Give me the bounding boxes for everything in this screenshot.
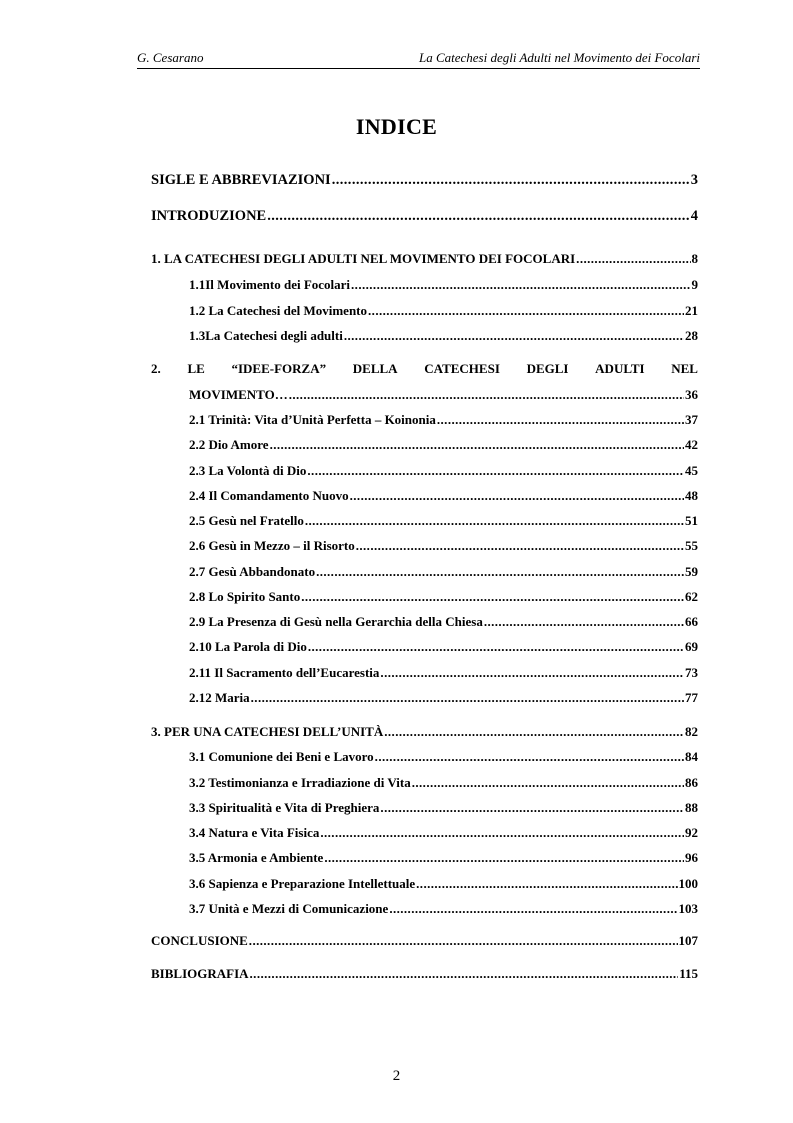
running-header — [137, 46, 700, 69]
page-title: INDICE — [355, 114, 438, 139]
toc-entry-2-2[interactable] — [189, 435, 698, 455]
leader-dots — [356, 536, 684, 556]
toc-entry-label: 3.4 Natura e Vita Fisica — [189, 825, 320, 840]
toc-entry-label: BIBLIOGRAFIA — [151, 966, 249, 981]
toc-entry-label: 3.3 Spiritualità e Vita di Preghiera — [189, 800, 380, 815]
toc-entry-3-5[interactable] — [189, 848, 698, 868]
leader-dots — [484, 612, 684, 632]
header-work-title: La Catechesi degli Adulti nel Movimento dei Focolari — [418, 50, 700, 65]
chapter-2-word: ADULTI — [595, 361, 645, 376]
toc-entry-label: 3.5 Armonia e Ambiente — [189, 850, 324, 865]
toc-entry-bibliografia[interactable] — [151, 964, 698, 984]
leader-dots — [384, 722, 684, 742]
toc-entry-page: 86 — [685, 775, 698, 790]
leader-dots — [576, 249, 690, 269]
toc-entry-label: CONCLUSIONE — [151, 933, 248, 948]
toc-entry-label: 2.6 Gesù in Mezzo – il Risorto — [189, 538, 355, 553]
header-author: G. Cesarano — [137, 50, 204, 65]
toc-entry-2-6[interactable] — [189, 536, 698, 556]
toc-entry-label: MOVIMENTO… — [189, 387, 288, 402]
leader-dots — [389, 899, 677, 919]
toc-entry-page: 4 — [690, 208, 698, 224]
toc-entry-label: 2.9 La Presenza di Gesù nella Gerarchia della Chiesa — [189, 614, 483, 629]
toc-entry-page: 21 — [685, 303, 698, 318]
toc-entry-page: 45 — [685, 463, 698, 478]
toc-entry-2-4[interactable] — [189, 486, 698, 506]
toc-entry-2-7[interactable] — [189, 562, 698, 582]
toc-entry-page: 48 — [685, 488, 698, 503]
leader-dots — [368, 301, 684, 321]
chapter-2-word: DELLA — [352, 361, 398, 376]
toc-entry-2-9[interactable] — [189, 612, 698, 632]
toc-entry-page: 59 — [685, 564, 698, 579]
toc-chapter-1[interactable] — [151, 249, 698, 269]
chapter-2-word: CATECHESI — [424, 361, 500, 376]
toc-entry-page: 96 — [685, 850, 698, 865]
toc-entry-introduzione[interactable] — [151, 206, 698, 226]
toc-entry-label: 3.1 Comunione dei Beni e Lavoro — [189, 749, 374, 764]
toc-entry-page: 88 — [685, 800, 698, 815]
toc-entry-page: 51 — [685, 513, 698, 528]
toc-entry-3-3[interactable] — [189, 798, 698, 818]
toc-entry-label: 2.10 La Parola di Dio — [189, 639, 307, 654]
toc-entry-2-8[interactable] — [189, 587, 698, 607]
leader-dots — [267, 206, 690, 226]
toc-entry-label: 2.2 Dio Amore — [189, 437, 269, 452]
leader-dots — [437, 410, 684, 430]
toc-entry-3-2[interactable] — [189, 773, 698, 793]
toc-entry-1-3[interactable] — [189, 326, 698, 346]
toc-entry-1-2[interactable] — [189, 301, 698, 321]
toc-entry-2-5[interactable] — [189, 511, 698, 531]
leader-dots — [351, 275, 690, 295]
leader-dots — [270, 435, 684, 455]
toc-entry-sigle[interactable] — [151, 170, 698, 190]
toc-entry-page: 100 — [678, 876, 698, 891]
leader-dots — [307, 461, 684, 481]
toc-entry-label: 1. LA CATECHESI DEGLI ADULTI NEL MOVIMENTO DEI FOCOLARI — [151, 251, 576, 266]
toc-entry-label: 2.7 Gesù Abbandonato — [189, 564, 316, 579]
toc-entry-label: 2.12 Maria — [189, 690, 250, 705]
toc-entry-label: INTRODUZIONE — [151, 208, 267, 224]
toc-entry-page: 115 — [679, 966, 698, 981]
toc-entry-page: 69 — [685, 639, 698, 654]
leader-dots — [375, 747, 684, 767]
leader-dots — [416, 874, 677, 894]
leader-dots — [380, 663, 684, 683]
toc-entry-label: 3.2 Testimonianza e Irradiazione di Vita — [189, 775, 411, 790]
toc-entry-2-11[interactable] — [189, 663, 698, 683]
leader-dots — [250, 964, 679, 984]
toc-entry-label: 1.2 La Catechesi del Movimento — [189, 303, 368, 318]
leader-dots — [251, 688, 684, 708]
toc-entry-label: 2.1 Trinità: Vita d’Unità Perfetta – Koinonia — [189, 412, 436, 427]
toc-entry-page: 92 — [685, 825, 698, 840]
toc-chapter-2-line-2[interactable] — [189, 385, 698, 405]
toc-entry-label: 1.3La Catechesi degli adulti — [189, 328, 343, 343]
leader-dots — [305, 511, 684, 531]
toc-chapter-3[interactable] — [151, 722, 698, 742]
toc-entry-label: SIGLE E ABBREVIAZIONI — [151, 172, 331, 188]
toc-entry-2-12[interactable] — [189, 688, 698, 708]
toc-entry-label: 2.4 Il Comandamento Nuovo — [189, 488, 349, 503]
leader-dots — [308, 637, 684, 657]
leader-dots — [324, 848, 684, 868]
toc-entry-page: 107 — [678, 933, 698, 948]
toc-entry-page: 84 — [685, 749, 698, 764]
leader-dots — [301, 587, 684, 607]
toc-entry-page: 42 — [685, 437, 698, 452]
toc-entry-label: 3.7 Unità e Mezzi di Comunicazione — [189, 901, 389, 916]
chapter-2-word: DEGLI — [526, 361, 569, 376]
leader-dots — [350, 486, 684, 506]
chapter-2-word: “IDEE-FORZA” — [231, 361, 327, 376]
toc-entry-page: 55 — [685, 538, 698, 553]
leader-dots — [332, 170, 690, 190]
chapter-2-word: 2. — [151, 361, 161, 376]
toc-entry-3-6[interactable] — [189, 874, 698, 894]
page-number: 2 — [392, 1068, 401, 1084]
chapter-2-word: NEL — [671, 361, 698, 376]
toc-entry-page: 77 — [685, 690, 698, 705]
toc-entry-label: 1.1Il Movimento dei Focolari — [189, 277, 351, 292]
toc-entry-page: 37 — [685, 412, 698, 427]
toc-entry-3-1[interactable] — [189, 747, 698, 767]
toc-entry-page: 3 — [690, 172, 698, 188]
toc-entry-3-4[interactable] — [189, 823, 698, 843]
leader-dots — [316, 562, 684, 582]
toc-entry-page: 8 — [691, 251, 698, 266]
toc-entry-page: 82 — [685, 724, 698, 739]
toc-entry-label: 3. PER UNA CATECHESI DELL’UNITÀ — [151, 724, 384, 739]
toc-entry-page: 66 — [685, 614, 698, 629]
chapter-2-word: LE — [187, 361, 205, 376]
toc-entry-page: 73 — [685, 665, 698, 680]
toc-entry-2-1[interactable] — [189, 410, 698, 430]
leader-dots — [289, 385, 684, 405]
toc-entry-conclusione[interactable] — [151, 931, 698, 951]
toc-entry-2-10[interactable] — [189, 637, 698, 657]
toc-entry-page: 62 — [685, 589, 698, 604]
leader-dots — [412, 773, 684, 793]
toc-chapter-2-line-1[interactable] — [151, 359, 698, 379]
toc-entry-page: 36 — [685, 387, 698, 402]
toc-entry-label: 2.5 Gesù nel Fratello — [189, 513, 304, 528]
toc-entry-label: 3.6 Sapienza e Preparazione Intellettuale — [189, 876, 416, 891]
toc-entry-3-7[interactable] — [189, 899, 698, 919]
toc-entry-page: 9 — [691, 277, 698, 292]
toc-entry-label: 2.11 Il Sacramento dell’Eucarestia — [189, 665, 380, 680]
toc-entry-label: 2.3 La Volontà di Dio — [189, 463, 307, 478]
leader-dots — [320, 823, 684, 843]
toc-entry-2-3[interactable] — [189, 461, 698, 481]
toc-entry-label: 2.8 Lo Spirito Santo — [189, 589, 301, 604]
toc-entry-page: 28 — [685, 328, 698, 343]
toc-entry-page: 103 — [678, 901, 698, 916]
toc-entry-1-1[interactable] — [189, 275, 698, 295]
leader-dots — [344, 326, 684, 346]
leader-dots — [249, 931, 678, 951]
leader-dots — [380, 798, 684, 818]
